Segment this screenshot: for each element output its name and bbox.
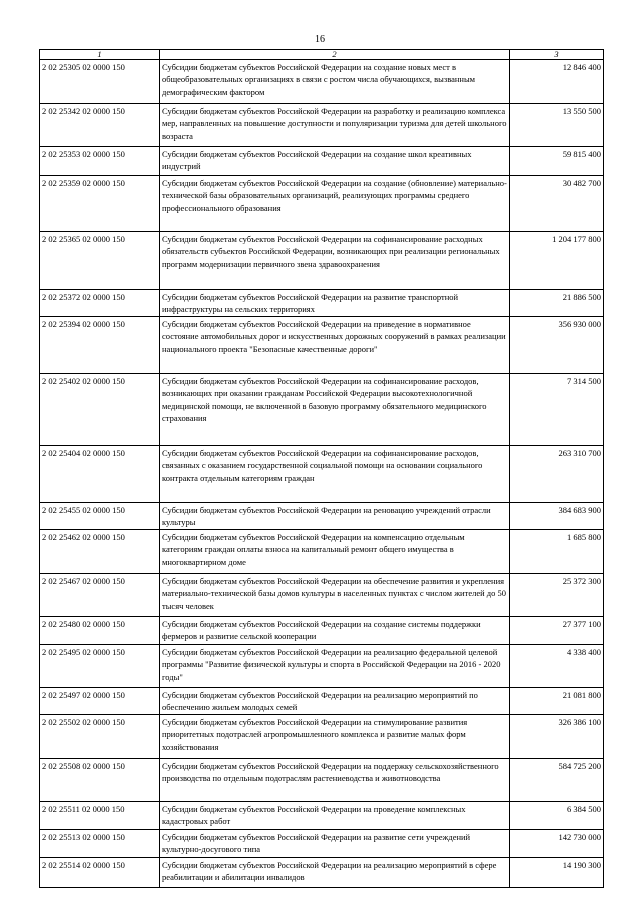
revenue-code-cell: 2 02 25495 02 0000 150: [40, 645, 160, 688]
amount-cell: 27 377 100: [510, 617, 604, 645]
table-row: [40, 574, 604, 617]
table-row: [40, 104, 604, 147]
revenue-code-cell: 2 02 25462 02 0000 150: [40, 530, 160, 574]
amount-cell: 13 550 500: [510, 104, 604, 147]
table-row: [40, 617, 604, 645]
revenue-code-cell: 2 02 25497 02 0000 150: [40, 688, 160, 715]
table-row: [40, 232, 604, 290]
amount-cell: 6 384 500: [510, 802, 604, 830]
table-row: [40, 374, 604, 446]
amount-cell: 21 081 800: [510, 688, 604, 715]
table-row: [40, 830, 604, 858]
table-row: [40, 858, 604, 888]
description-cell: Субсидии бюджетам субъектов Российской Федерации на стимулирование развития приоритетных подотраслей агропромышленного комплекса и развитие малых форм хозяйствования: [160, 715, 510, 759]
description-cell: Субсидии бюджетам субъектов Российской Федерации на проведение комплексных кадастровых работ: [160, 802, 510, 830]
amount-cell: 263 310 700: [510, 446, 604, 503]
revenue-code-cell: 2 02 25513 02 0000 150: [40, 830, 160, 858]
description-cell: Субсидии бюджетам субъектов Российской Федерации на реализацию мероприятий по обеспечению жильем молодых семей: [160, 688, 510, 715]
table-row: [40, 530, 604, 574]
amount-cell: 21 886 500: [510, 290, 604, 317]
revenue-code-cell: 2 02 25508 02 0000 150: [40, 759, 160, 802]
description-cell: Субсидии бюджетам субъектов Российской Федерации на поддержку сельскохозяйственного производства по отдельным подотраслям растениеводства и животноводства: [160, 759, 510, 802]
amount-cell: 356 930 000: [510, 317, 604, 374]
description-cell: Субсидии бюджетам субъектов Российской Федерации на развитие сети учреждений культурно-досугового типа: [160, 830, 510, 858]
revenue-code-cell: 2 02 25365 02 0000 150: [40, 232, 160, 290]
table-row: [40, 60, 604, 104]
description-cell: Субсидии бюджетам субъектов Российской Федерации на создание (обновление) материально-технической базы образовательных организаций, реализующих программы среднего профессионального образования: [160, 176, 510, 232]
column-number-1: 1: [40, 50, 160, 60]
description-cell: Субсидии бюджетам субъектов Российской Федерации на создание системы поддержки фермеров и развитие сельской кооперации: [160, 617, 510, 645]
description-cell: Субсидии бюджетам субъектов Российской Федерации на реализацию федеральной целевой программы "Развитие физической культуры и спорта в Российской Федерации на 2016 - 2020 годы": [160, 645, 510, 688]
amount-cell: 384 683 900: [510, 503, 604, 530]
budget-table: [39, 49, 604, 888]
revenue-code-cell: 2 02 25305 02 0000 150: [40, 60, 160, 104]
page-number: 16: [315, 34, 325, 45]
revenue-code-cell: 2 02 25404 02 0000 150: [40, 446, 160, 503]
amount-cell: 142 730 000: [510, 830, 604, 858]
revenue-code-cell: 2 02 25402 02 0000 150: [40, 374, 160, 446]
amount-cell: 59 815 400: [510, 147, 604, 176]
column-number-2: 2: [160, 50, 510, 60]
revenue-code-cell: 2 02 25353 02 0000 150: [40, 147, 160, 176]
description-cell: Субсидии бюджетам субъектов Российской Федерации на разработку и реализацию комплекса мер, направленных на повышение доступности и популяризации туризма для детей школьного возраста: [160, 104, 510, 147]
table-row: [40, 688, 604, 715]
amount-cell: 7 314 500: [510, 374, 604, 446]
amount-cell: 1 204 177 800: [510, 232, 604, 290]
revenue-code-cell: 2 02 25359 02 0000 150: [40, 176, 160, 232]
table-row: [40, 715, 604, 759]
description-cell: Субсидии бюджетам субъектов Российской Федерации на софинансирование расходных обязательств субъектов Российской Федерации, возникающих при реализации региональных программ модернизации первичного звена здравоохранения: [160, 232, 510, 290]
amount-cell: 584 725 200: [510, 759, 604, 802]
description-cell: Субсидии бюджетам субъектов Российской Федерации на софинансирование расходов, связанных с оказанием государственной социальной помощи на основании социального контракта отдельным категориям граждан: [160, 446, 510, 503]
revenue-code-cell: 2 02 25514 02 0000 150: [40, 858, 160, 888]
description-cell: Субсидии бюджетам субъектов Российской Федерации на компенсацию отдельным категориям граждан оплаты взноса на капитальный ремонт общего имущества в многоквартирном доме: [160, 530, 510, 574]
amount-cell: 25 372 300: [510, 574, 604, 617]
description-cell: Субсидии бюджетам субъектов Российской Федерации на создание новых мест в общеобразовательных организациях в связи с ростом числа обучающихся, вызванным демографическим фактором: [160, 60, 510, 104]
amount-cell: 14 190 300: [510, 858, 604, 888]
revenue-code-cell: 2 02 25502 02 0000 150: [40, 715, 160, 759]
revenue-code-cell: 2 02 25480 02 0000 150: [40, 617, 160, 645]
table-row: [40, 317, 604, 374]
amount-cell: 1 685 800: [510, 530, 604, 574]
amount-cell: 4 338 400: [510, 645, 604, 688]
table-row: [40, 147, 604, 176]
table-row: [40, 176, 604, 232]
description-cell: Субсидии бюджетам субъектов Российской Федерации на реновацию учреждений отрасли культуры: [160, 503, 510, 530]
description-cell: Субсидии бюджетам субъектов Российской Федерации на софинансирование расходов, возникающих при оказании гражданам Российской Федерации высокотехнологичной медицинской помощи, не включенной в базовую программу обязательного медицинского страхования: [160, 374, 510, 446]
revenue-code-cell: 2 02 25394 02 0000 150: [40, 317, 160, 374]
amount-cell: 12 846 400: [510, 60, 604, 104]
description-cell: Субсидии бюджетам субъектов Российской Федерации на создание школ креативных индустрий: [160, 147, 510, 176]
table-row: [40, 802, 604, 830]
description-cell: Субсидии бюджетам субъектов Российской Федерации на приведение в нормативное состояние автомобильных дорог и искусственных дорожных сооружений в рамках реализации национального проекта "Безопасные качественные дороги": [160, 317, 510, 374]
table-header-row: [40, 50, 604, 60]
column-number-3: 3: [510, 50, 604, 60]
revenue-code-cell: 2 02 25342 02 0000 150: [40, 104, 160, 147]
table-row: [40, 759, 604, 802]
revenue-code-cell: 2 02 25511 02 0000 150: [40, 802, 160, 830]
table-row: [40, 503, 604, 530]
amount-cell: 326 386 100: [510, 715, 604, 759]
description-cell: Субсидии бюджетам субъектов Российской Федерации на обеспечение развития и укрепления материально-технической базы домов культуры в населенных пунктах с числом жителей до 50 тысяч человек: [160, 574, 510, 617]
amount-cell: 30 482 700: [510, 176, 604, 232]
revenue-code-cell: 2 02 25372 02 0000 150: [40, 290, 160, 317]
table-row: [40, 290, 604, 317]
table-row: [40, 645, 604, 688]
revenue-code-cell: 2 02 25455 02 0000 150: [40, 503, 160, 530]
description-cell: Субсидии бюджетам субъектов Российской Федерации на развитие транспортной инфраструктуры на сельских территориях: [160, 290, 510, 317]
description-cell: Субсидии бюджетам субъектов Российской Федерации на реализацию мероприятий в сфере реабилитации и абилитации инвалидов: [160, 858, 510, 888]
revenue-code-cell: 2 02 25467 02 0000 150: [40, 574, 160, 617]
table-row: [40, 446, 604, 503]
